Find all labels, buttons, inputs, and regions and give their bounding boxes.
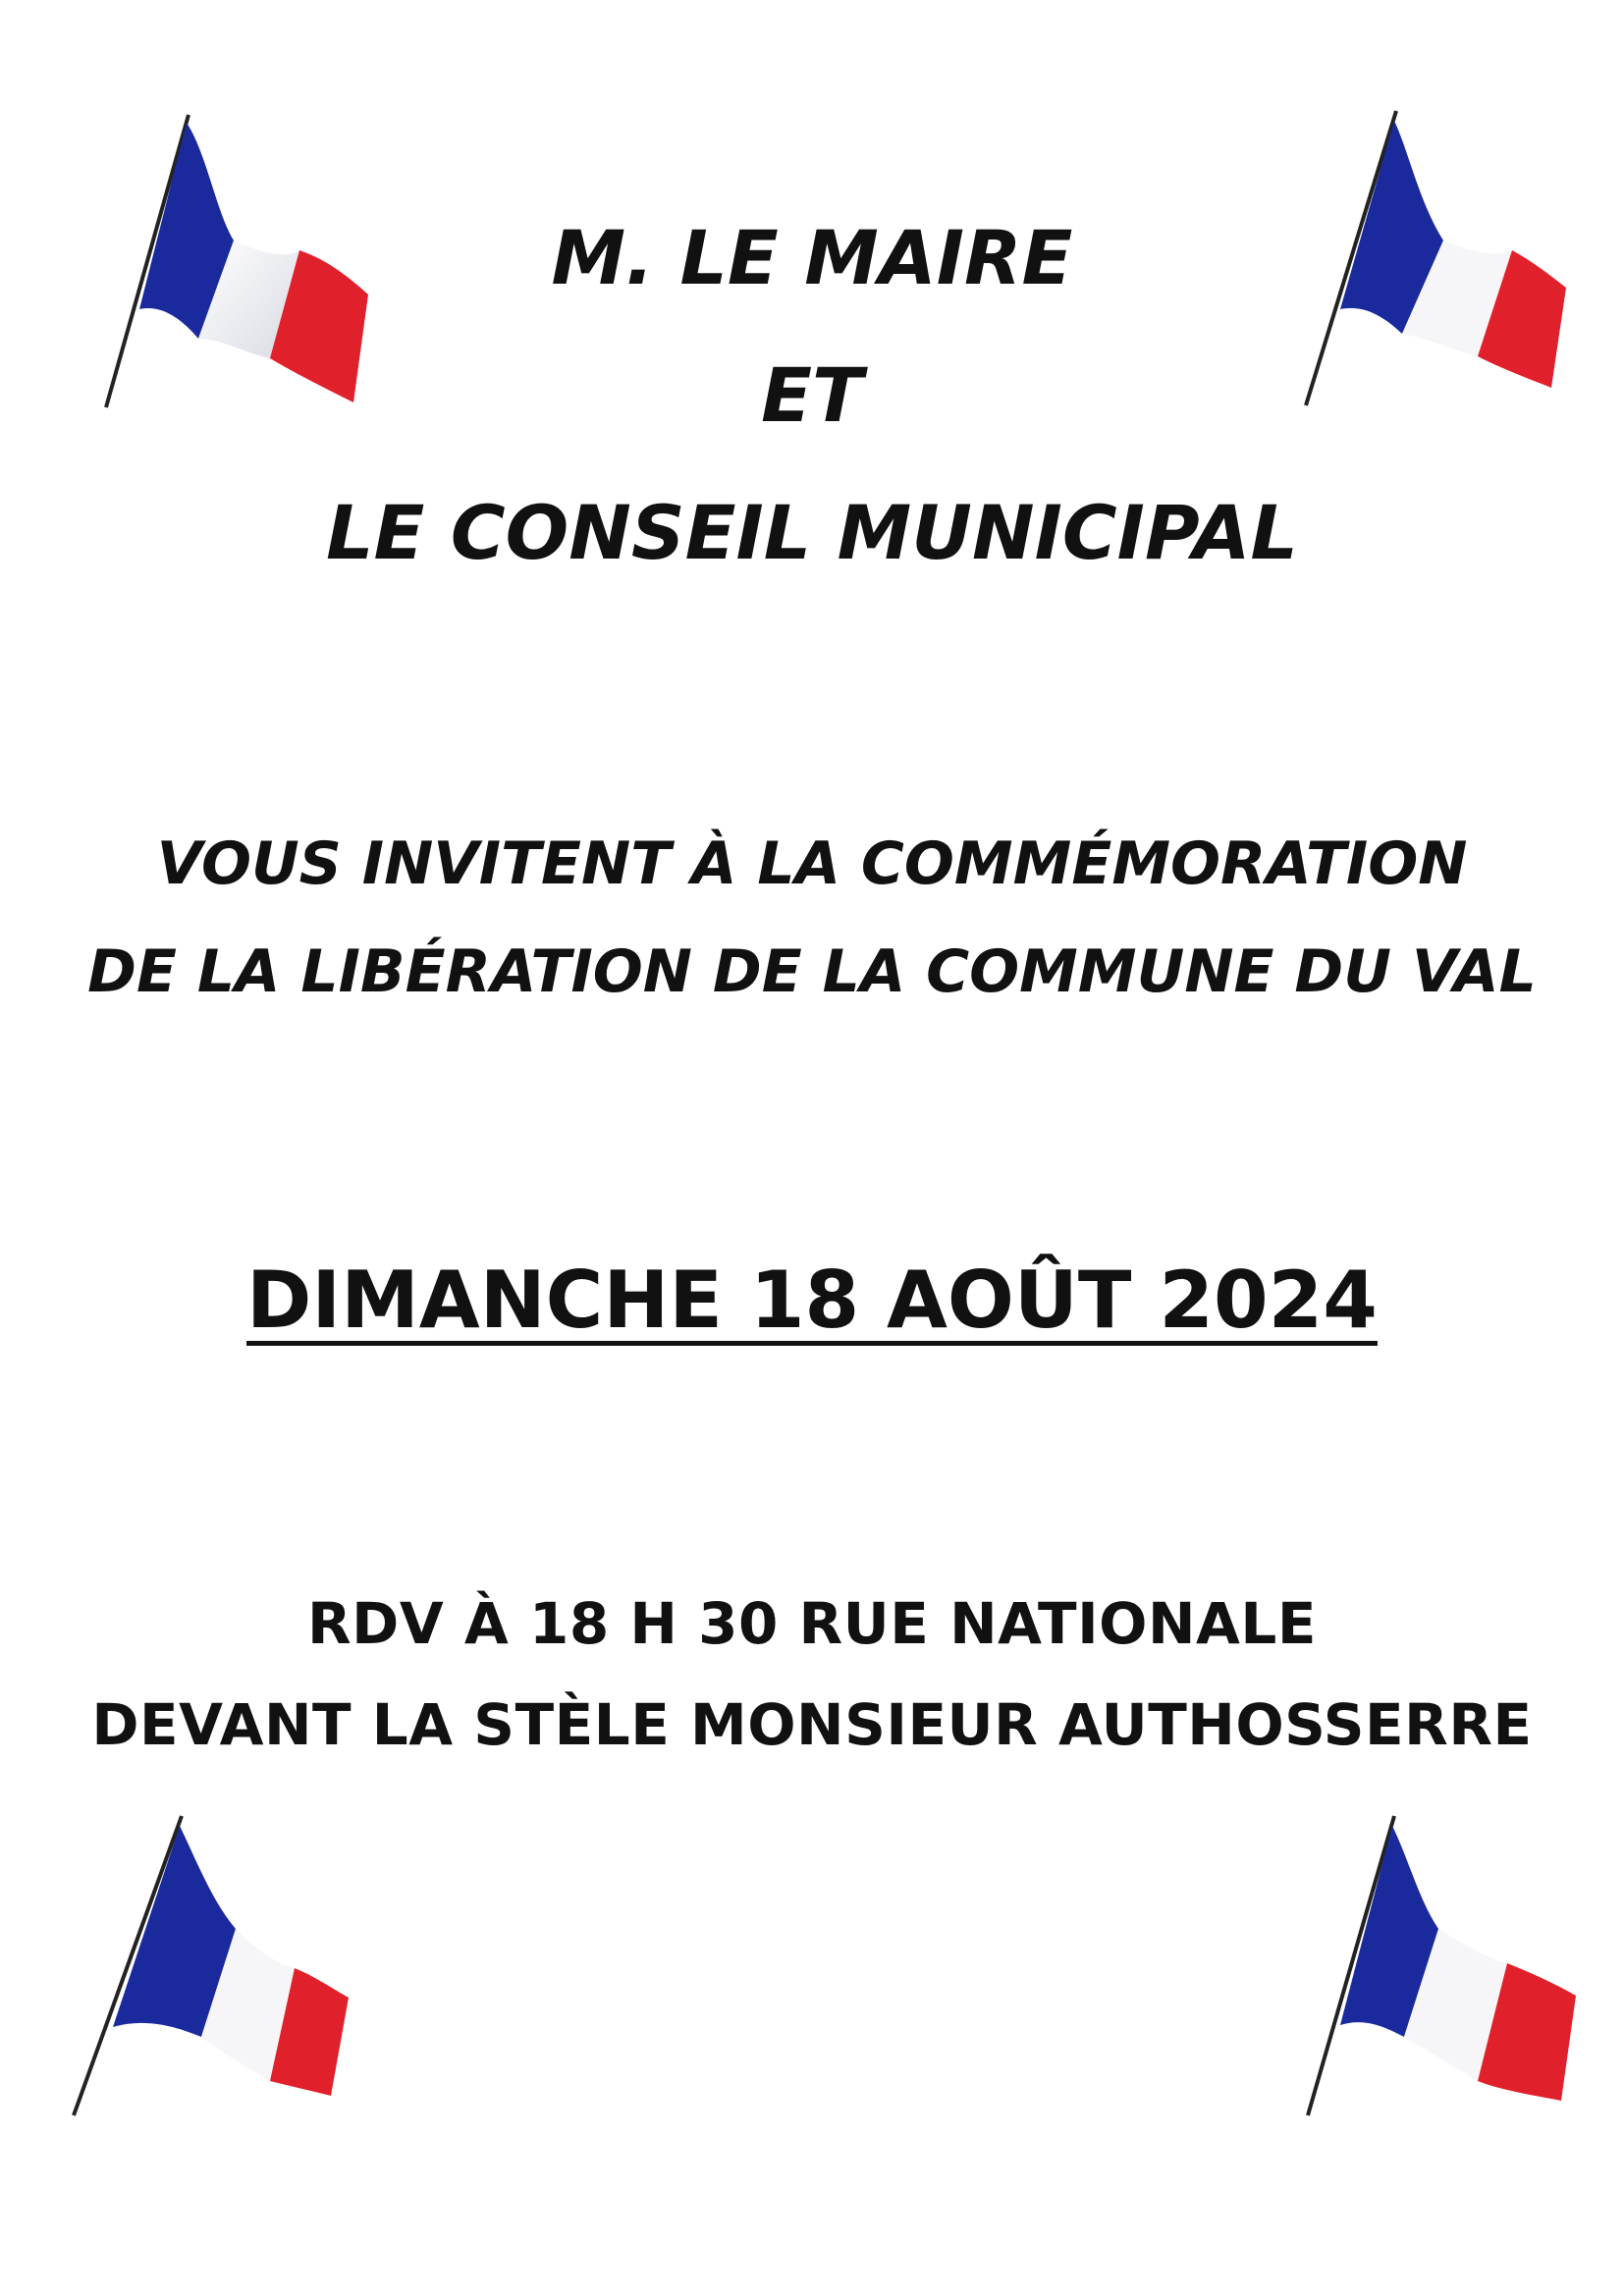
invitation-text-line-1: VOUS INVITENT À LA COMMÉMORATION — [156, 829, 1468, 898]
event-date: DIMANCHE 18 AOÛT 2024 — [246, 1255, 1378, 1346]
meeting-info-line-1: RDV À 18 H 30 RUE NATIONALE — [307, 1590, 1317, 1657]
page-title-council: LE CONSEIL MUNICIPAL — [326, 489, 1298, 576]
page-title-mayor: M. LE MAIRE — [551, 214, 1073, 301]
invitation-text-line-2: DE LA LIBÉRATION DE LA COMMUNE DU VAL — [87, 937, 1537, 1006]
page-title-conjunction: ET — [761, 351, 863, 439]
french-flag-icon — [1296, 1801, 1591, 2125]
meeting-info-line-2: DEVANT LA STÈLE MONSIEUR AUTHOSSERRE — [91, 1691, 1533, 1758]
french-flag-icon — [54, 1801, 349, 2125]
